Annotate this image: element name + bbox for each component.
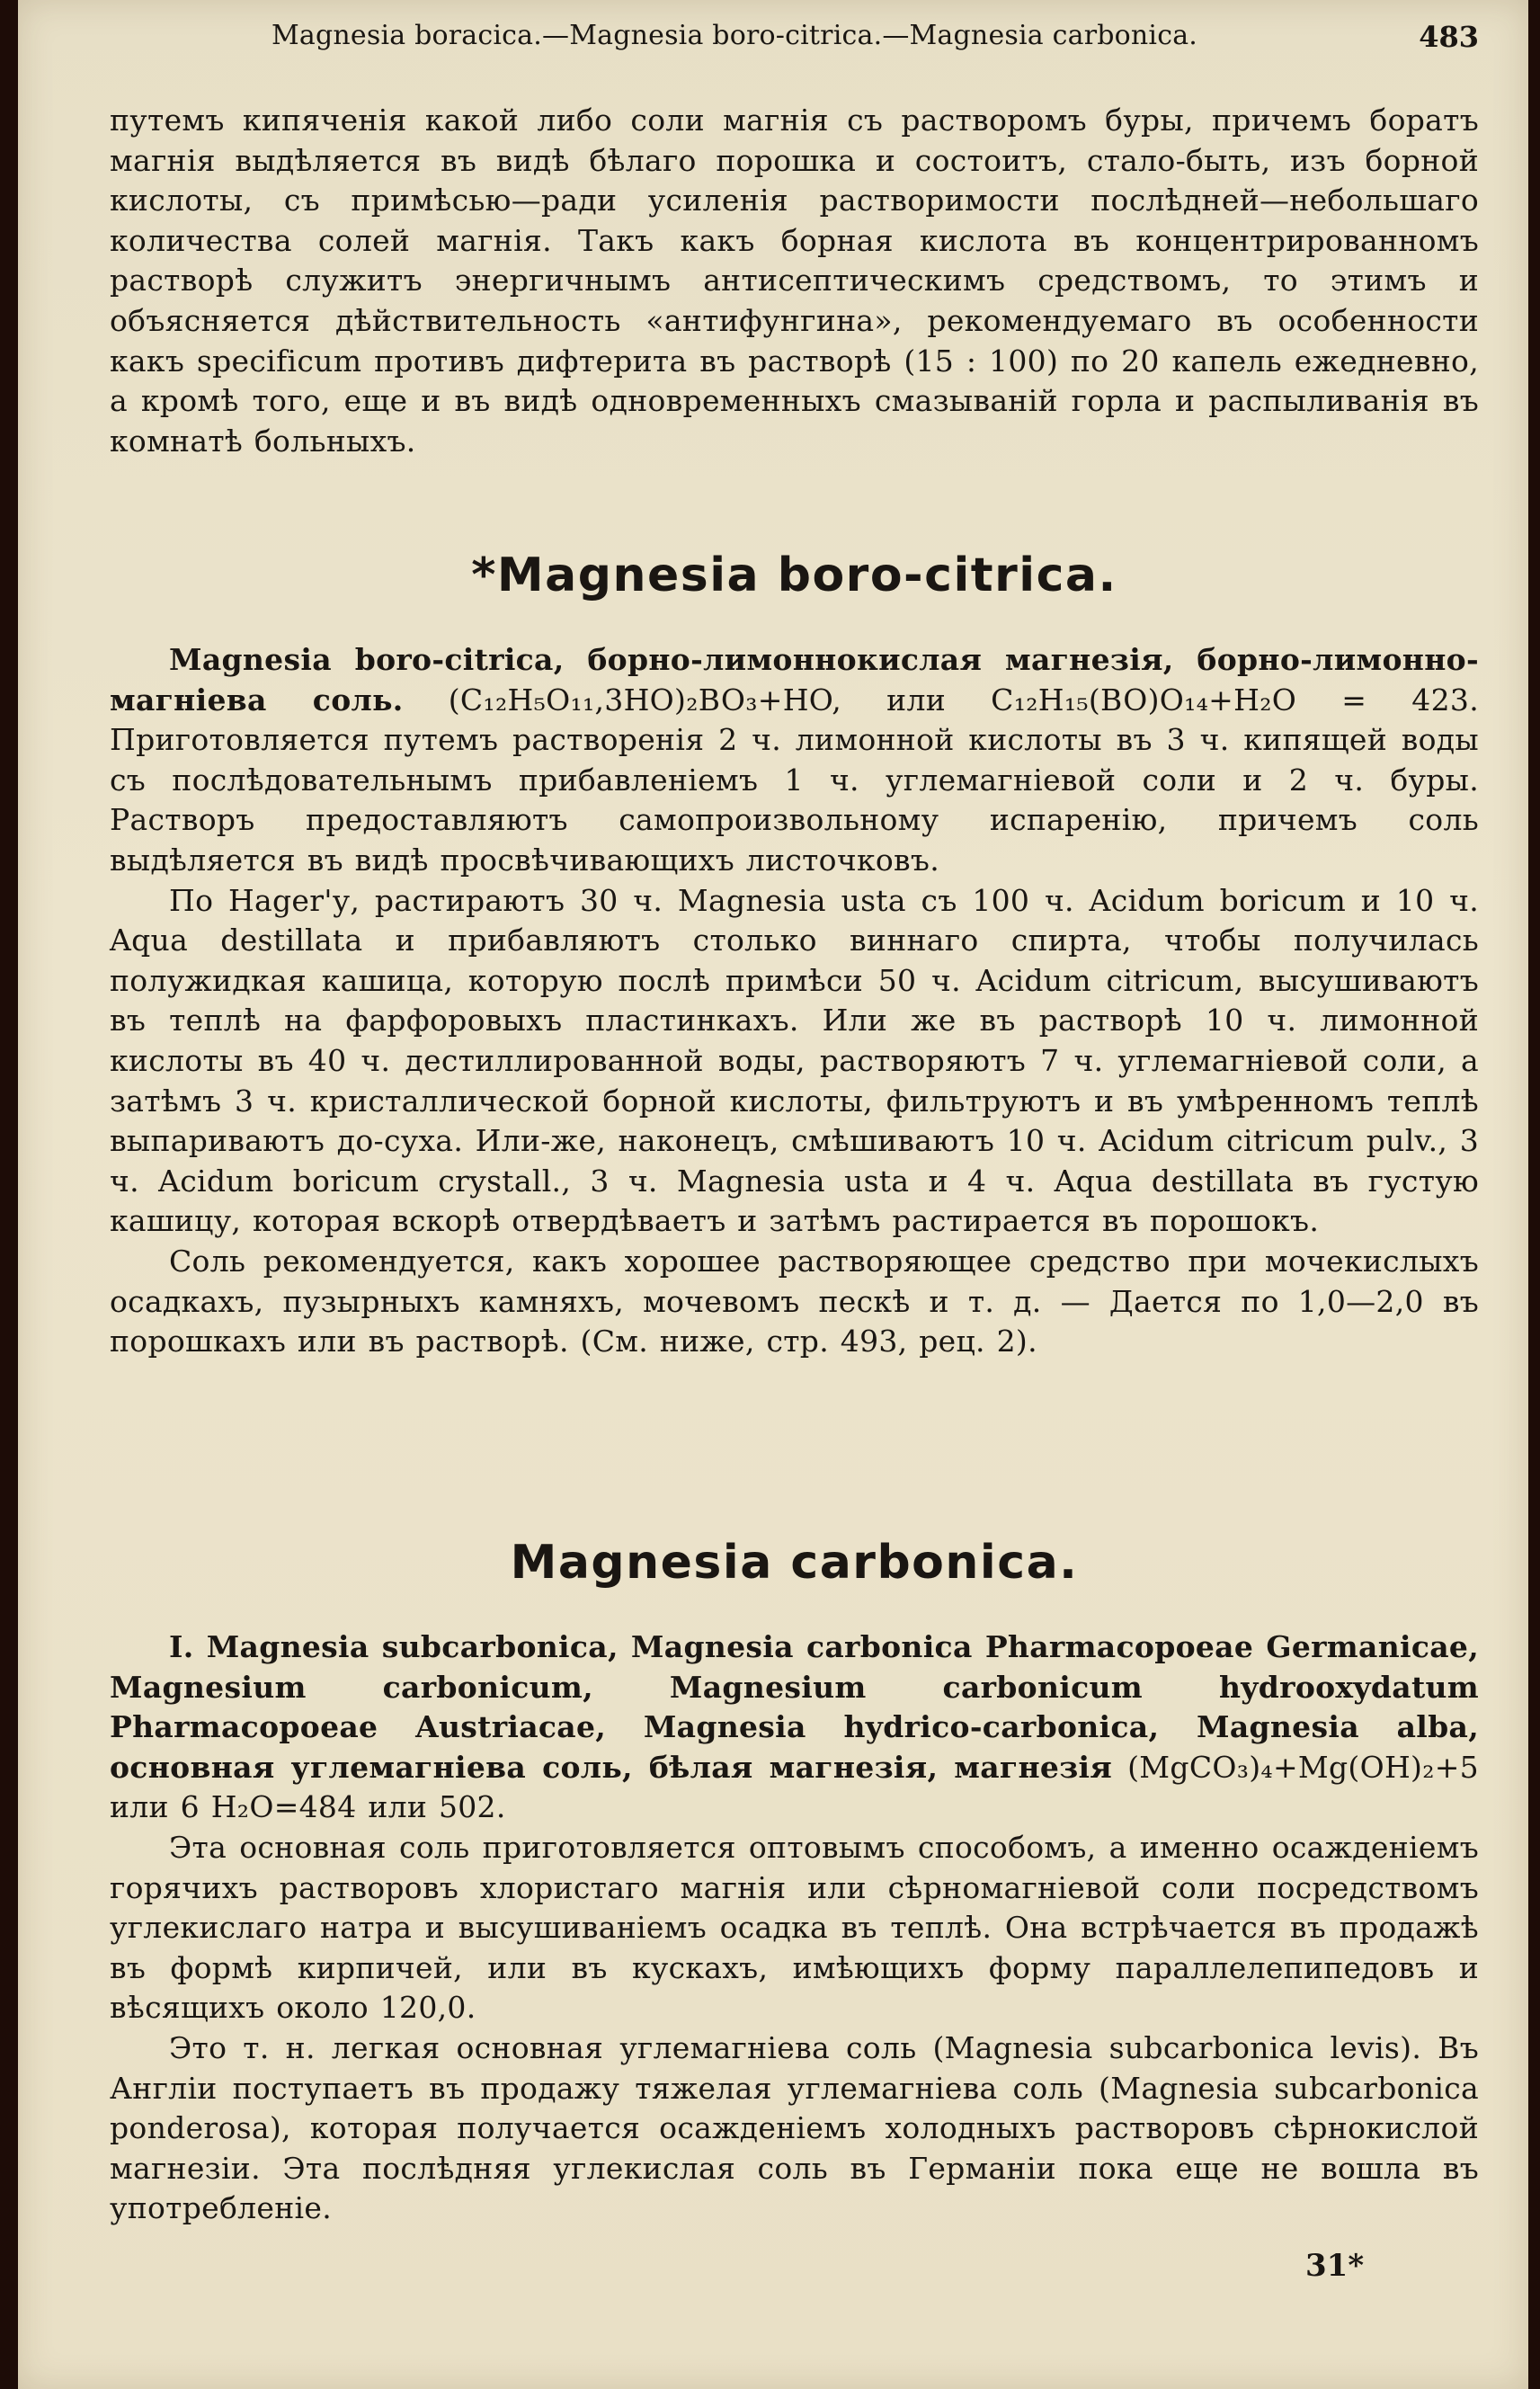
boro-citrica-paragraph-3: Соль рекомендуется, какъ хорошее растворяющее средство при мочекислыхъ осадкахъ, пузырныхъ камняхъ, мочевомъ пескѣ и т. д. — Дается по 1,0—2,0 въ порошкахъ или въ растворѣ. (См. ниже, стр. 493, рец. 2). xyxy=(110,1243,1479,1359)
boro-citrica-term: Magnesia boro-citrica, борно-лимоннокислая магнезія, борно-лимонно-магніева соль. xyxy=(110,642,1479,718)
running-head xyxy=(90,14,1479,65)
boro-citrica-block xyxy=(110,640,1479,1362)
intro-paragraph: путемъ кипяченія какой либо соли магнія съ растворомъ буры, причемъ боратъ магнія выдѣляется въ видѣ бѣлаго порошка и состоитъ, стало-быть, изъ борной кислоты, съ примѣсью—ради усиленія растворимости послѣдней—небольшаго количества солей магнія. Такъ какъ борная кислота въ концентрированномъ растворѣ служитъ энергичнымъ антисептическимъ средствомъ, то этимъ и объясняется дѣйствительность «антифунгина», рекомендуемаго въ особенности какъ specificum противъ дифтерита въ растворѣ (15 : 100) по 20 капель ежедневно, а кромѣ того, еще и въ видѣ одновременныхъ смазываній горла и распыливанія въ комнатѣ больныхъ. xyxy=(110,103,1479,459)
heading-carbonica: Magnesia carbonica. xyxy=(510,1536,1079,1590)
book-page xyxy=(18,0,1528,2389)
boro-citrica-preparation: (C₁₂H₅O₁₁,3HO)₂BO₃+HO, или C₁₂H₁₅(BO)O₁₄+H₂O = 423. Приготовляется путемъ растворенія 2 ч. лимонной кислоты въ 3 ч. кипящей воды съ послѣдовательнымъ прибавленіемъ 1 ч. углемагніевой соли и 2 ч. буры. Растворъ предоставляютъ самопроизвольному испаренію, причемъ соль выдѣляется въ видѣ просвѣчивающихъ листочковъ. xyxy=(110,682,1479,878)
intro-block xyxy=(110,101,1479,461)
running-title: Magnesia boracica.—Magnesia boro-citrica.—Magnesia carbonica. xyxy=(272,20,1198,51)
signature-mark: 31* xyxy=(1305,2248,1365,2284)
carbonica-paragraph-3: Это т. н. легкая основная углемагніева соль (Magnesia subcarbonica levis). Въ Англіи поступаетъ въ продажу тяжелая углемагніева соль (Magnesia subcarbonica ponderosa), которая получается осажденіемъ холодныхъ растворовъ сѣрнокислой магнезіи. Эта послѣдняя углекислая соль въ Германіи пока еще не вошла въ употребленіе. xyxy=(110,2029,1479,2226)
carbonica-paragraph-1 xyxy=(110,1627,1479,1828)
carbonica-terms: I. Magnesia subcarbonica, Magnesia carbonica Pharmacopoeae Germanicae, Magnesium carbonicum, Magnesium carbonicum hydrooxydatum Pharmacopoeae Austriacae, Magnesia hydrico-carbonica, Magnesia alba, основная углемагніева соль, бѣлая магнезія, магнезія xyxy=(110,1629,1479,1785)
heading-boro-citrica: *Magnesia boro-citrica. xyxy=(471,548,1117,602)
carbonica-block xyxy=(110,1627,1479,2229)
boro-citrica-paragraph-2: По Hager'у, растираютъ 30 ч. Magnesia usta съ 100 ч. Acidum boricum и 10 ч. Aqua destillata и прибавляютъ столько виннаго спирта, чтобы получилась полужидкая кашица, которую послѣ примѣси 50 ч. Acidum citricum, высушиваютъ въ теплѣ на фарфоровыхъ пластинкахъ. Или же въ растворѣ 10 ч. лимонной кислоты въ 40 ч. дестиллированной воды, растворяютъ 7 ч. углемагніевой соли, а затѣмъ 3 ч. кристаллической борной кислоты, фильтруютъ и въ умѣренномъ теплѣ выпариваютъ до-суха. Или-же, наконецъ, смѣшиваютъ 10 ч. Acidum citricum pulv., 3 ч. Acidum boricum crystall., 3 ч. Magnesia usta и 4 ч. Aqua destillata въ густую кашицу, которая вскорѣ отвердѣваетъ и затѣмъ растирается въ порошокъ. xyxy=(110,882,1479,1239)
page-number: 483 xyxy=(1419,20,1479,54)
carbonica-paragraph-2: Эта основная соль приготовляется оптовымъ способомъ, а именно осажденіемъ горячихъ растворовъ хлористаго магнія или сѣрномагніевой соли посредствомъ углекислаго натра и высушиваніемъ осадка въ теплѣ. Она встрѣчается въ продажѣ въ формѣ кирпичей, или въ кускахъ, имѣющихъ форму параллелепипедовъ и вѣсящихъ около 120,0. xyxy=(110,1829,1479,2026)
carbonica-formula: (MgCO₃)₄+Mg(OH)₂+5 или 6 H₂O=484 или 502. xyxy=(110,1749,1479,1825)
boro-citrica-paragraph-1 xyxy=(110,640,1479,881)
